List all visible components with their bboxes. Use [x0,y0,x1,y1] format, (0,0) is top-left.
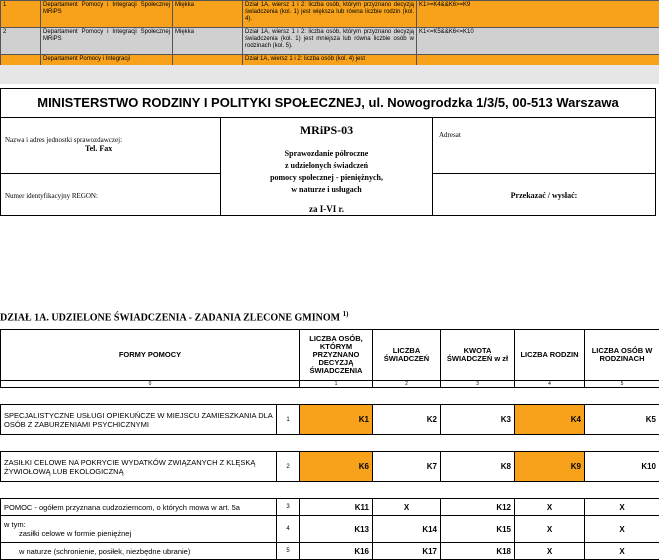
cell-input[interactable]: K15 [441,516,515,543]
table-header-row [1,330,659,381]
validation-desc: Dział 1A, wiersz 1 i 2: liczba osób, którym przyznano decyzją świadczenia (kol. 1) jest mniejsza lub równa liczbie osób w rodzinach (kol. 5). [243,28,417,55]
spacer-row [1,388,659,405]
col-header-forms: FORMY POMOCY [1,330,300,381]
col-number: 5 [585,381,659,388]
divider [1,173,220,174]
validation-dept: Departament Pomocy i Integracji [41,55,173,82]
table-row [1,516,659,543]
cell-input[interactable]: K2 [373,405,441,435]
row-label [1,516,277,543]
row-label-sub: w tym: [4,520,273,529]
desc-line: z udzielonych świadczeń [221,160,432,172]
benefits-table [0,329,659,560]
row-label: ZASIŁKI CELOWE NA POKRYCIE WYDATKÓW ZWIĄZANYCH Z KLĘSKĄ ŻYWIOŁOWĄ LUB EKOLOGICZNĄ [1,452,277,482]
row-number: 1 [277,405,300,435]
table-row [1,405,659,435]
cell-input[interactable]: K1 [300,405,373,435]
spacer [1,388,659,405]
validation-rule: K1<=K5&&K6<=K10 [417,28,659,55]
col-header-families: LICZBA RODZIN [515,330,585,381]
divider-band [0,65,659,84]
form-description [221,148,432,196]
send-to-label: Przekazać / wysłać: [433,191,655,200]
col-header-amount: KWOTA ŚWIADCZEŃ w zł [441,330,515,381]
reporting-unit-box [1,117,221,215]
section-title-text: DZIAŁ 1A. UDZIELONE ŚWIADCZENIA - ZADANIA ZLECONE GMINOM [0,312,340,323]
ministry-title: MINISTERSTWO RODZINY I POLITYKI SPOŁECZNEJ, ul. Nowogrodzka 1/3/5, 00-513 Warszawa [1,89,655,118]
table-row [1,499,659,516]
form-code: MRiPS-03 [221,123,432,138]
cell-input[interactable]: K17 [373,543,441,560]
validation-dept: Departament Pomocy i Integracji Społecznej MRiPS [41,28,173,55]
cell-input[interactable]: K7 [373,452,441,482]
cell-input[interactable]: K4 [515,405,585,435]
report-period: za I-VI r. [221,204,432,214]
validation-no: 2 [1,28,41,55]
cell-disabled: X [515,516,585,543]
tel-fax-label: Tel. Fax [85,144,112,153]
divider [433,173,655,174]
spacer-row [1,435,659,452]
row-label: SPECJALISTYCZNE USŁUGI OPIEKUŃCZE W MIEJSCU ZAMIESZKANIA DLA OSÓB Z ZABURZENIAMI PSYCHICZNYMI [1,405,277,435]
unit-name-label: Nazwa i adres jednostki sprawozdawczej: [5,136,122,144]
cell-input[interactable]: K13 [300,516,373,543]
cell-input[interactable]: K16 [300,543,373,560]
desc-line: Sprawozdanie półroczne [221,148,432,160]
cell-input[interactable]: K9 [515,452,585,482]
section-title [0,310,348,323]
form-title-box [221,117,433,215]
cell-input[interactable]: K11 [300,499,373,516]
col-header-persons: LICZBA OSÓB, KTÓRYM PRZYZNANO DECYZJĄ ŚWIADCZENIA [300,330,373,381]
validation-no: 1 [1,1,41,28]
desc-line: w naturze i usługach [221,184,432,196]
validation-row[interactable] [1,28,659,55]
form-header [0,88,656,216]
col-number: 4 [515,381,585,388]
validation-rule: K1>=K4&&K6>=K9 [417,1,659,28]
validation-dept: Departament Pomocy i Integracji Społecznej MRiPS [41,1,173,28]
cell-input[interactable]: K8 [441,452,515,482]
addressee-box [433,117,655,215]
row-number: 5 [277,543,300,560]
cell-disabled: X [585,516,659,543]
addressee-label: Adresat [439,131,461,139]
column-numbers-row [1,381,659,388]
cell-input[interactable]: K18 [441,543,515,560]
cell-input[interactable]: K14 [373,516,441,543]
row-number: 2 [277,452,300,482]
cell-disabled: X [585,543,659,560]
col-number: 1 [300,381,373,388]
validation-type: Miękka [173,28,243,55]
col-number: 2 [373,381,441,388]
desc-line: pomocy społecznej - pieniężnych, [221,172,432,184]
cell-input[interactable]: K6 [300,452,373,482]
validation-type: Miękka [173,1,243,28]
col-number: 3 [441,381,515,388]
table-row [1,543,659,560]
cell-input[interactable]: K10 [585,452,659,482]
validation-desc: Dział 1A, wiersz 1 i 2: liczba osób (kol. 4) jest [243,55,417,82]
validation-row[interactable] [1,1,659,28]
cell-input[interactable]: K5 [585,405,659,435]
col-header-family-persons: LICZBA OSÓB W RODZINACH [585,330,659,381]
row-number: 3 [277,499,300,516]
spacer [1,482,659,499]
row-label-sub: zasiłki celowe w formie pieniężnej [4,529,273,538]
footnote-mark: 1) [343,310,349,318]
validation-desc: Dział 1A, wiersz 1 i 2: liczba osób, którym przyznano decyzją świadczenia (kol. 1) jest większa lub równa liczbie rodzin (kol. 4). [243,1,417,28]
cell-input[interactable]: K12 [441,499,515,516]
row-label: w naturze (schronienie, posiłek, niezbędne ubranie) [1,543,277,560]
spacer [1,435,659,452]
cell-input[interactable]: K3 [441,405,515,435]
row-label: POMOC - ogółem przyznana cudzoziemcom, o których mowa w art. 5a [1,499,277,516]
col-number: 0 [1,381,300,388]
table-row [1,452,659,482]
row-number: 4 [277,516,300,543]
regon-label: Numer identyfikacyjny REGON: [5,192,98,200]
col-header-benefits: LICZBA ŚWIADCZEŃ [373,330,441,381]
cell-disabled: X [373,499,441,516]
spacer-row [1,482,659,499]
cell-disabled: X [515,543,585,560]
cell-disabled: X [585,499,659,516]
cell-disabled: X [515,499,585,516]
